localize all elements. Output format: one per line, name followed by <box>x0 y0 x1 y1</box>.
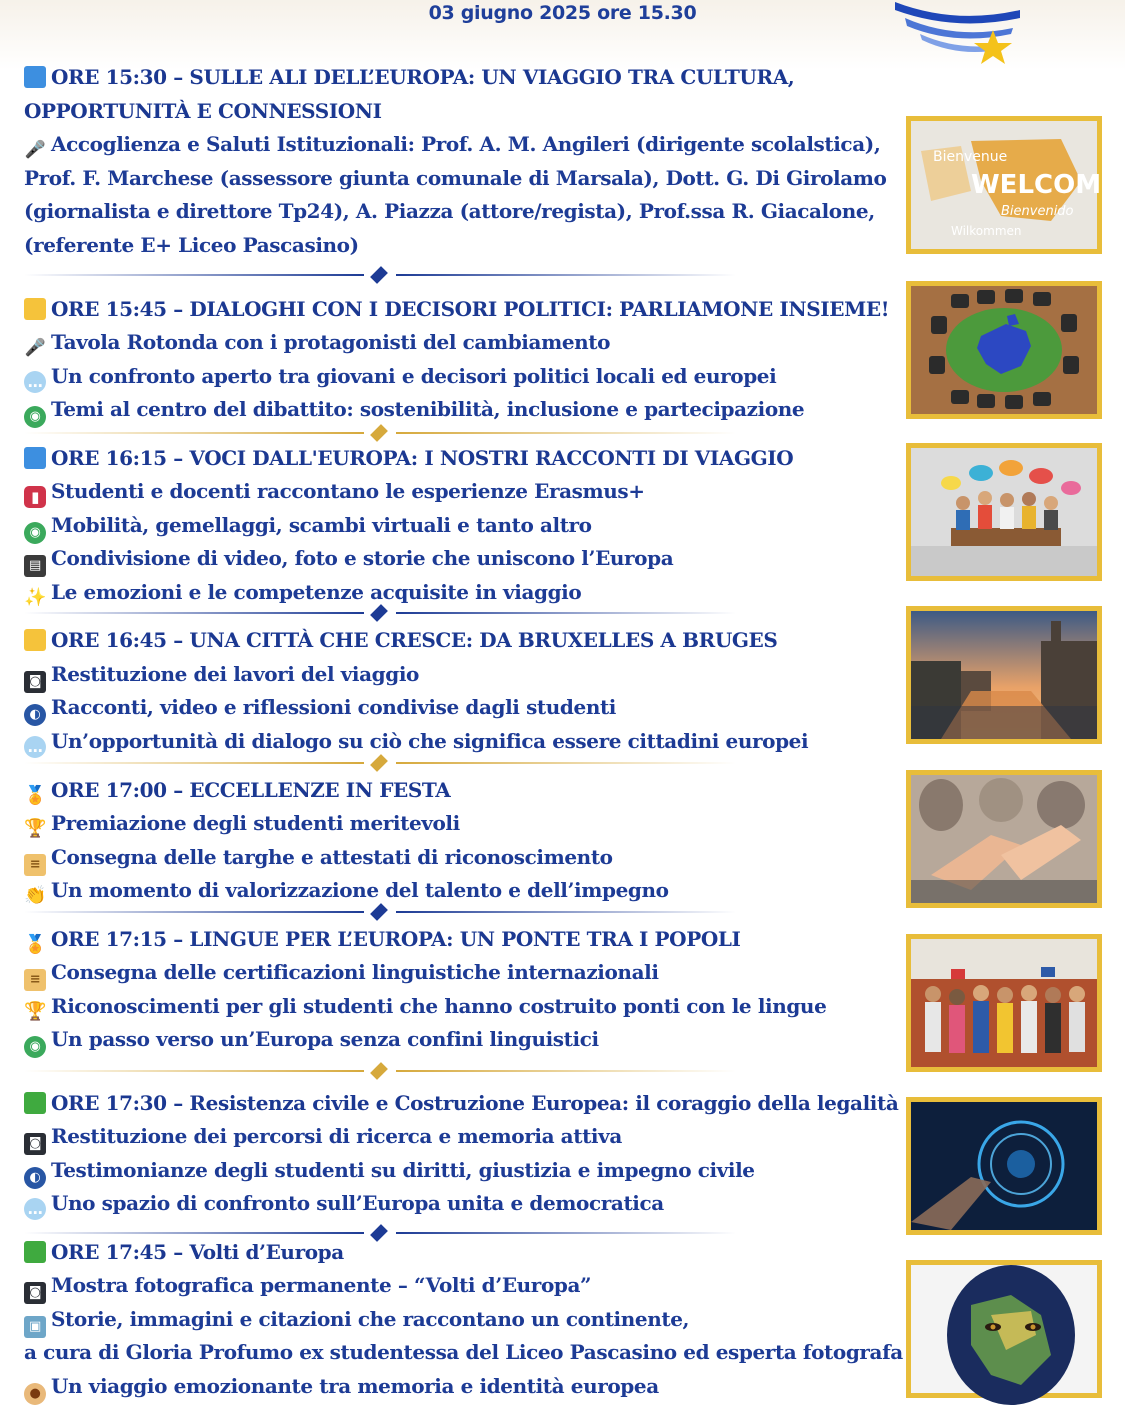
agenda-item: Un passo verso un’Europa senza confini linguistici <box>51 1027 599 1051</box>
students-talking-photo <box>906 443 1102 581</box>
section-divider <box>24 606 736 620</box>
section-title: ORE 17:15 – LINGUE PER L’EUROPA: UN PONTE TRA I POPOLI <box>51 927 741 951</box>
agenda-item: Mostra fotografica permanente – “Volti d’Europa” <box>51 1273 592 1297</box>
green-square-icon <box>24 1092 46 1114</box>
agenda-item: (referente E+ Liceo Pascasino) <box>24 233 359 257</box>
agenda-item: Testimonianze degli studenti su diritti, giustizia e impegno civile <box>51 1158 755 1182</box>
section-title: ORE 17:00 – ECCELLENZE IN FESTA <box>51 778 451 802</box>
agenda-item: Un momento di valorizzazione del talento e dell’impegno <box>51 878 669 902</box>
backpack-icon: ▮ <box>24 486 46 508</box>
speech-bubble-icon: … <box>24 1198 46 1220</box>
agenda-item: Prof. F. Marchese (assessore giunta comunale di Marsala), Dott. G. Di Girolamo <box>24 166 887 190</box>
clapping-hands-icon: 👏 <box>24 885 47 906</box>
palette-icon: ● <box>24 1383 46 1405</box>
camera-icon: ◙ <box>24 1282 46 1304</box>
agenda-item: Accoglienza e Saluti Istituzionali: Prof. A. M. Angileri (dirigente scolalstica), <box>51 132 881 156</box>
section-divider <box>24 426 736 440</box>
globe-icon: ◉ <box>24 522 46 544</box>
welcome-word: Bienvenue <box>933 149 1008 165</box>
blue-square-icon <box>24 66 46 88</box>
round-table-europe-photo <box>906 281 1102 419</box>
microphone-icon: 🎤 <box>24 338 46 358</box>
yellow-square-icon <box>24 629 46 651</box>
clapperboard-icon: ▤ <box>24 555 46 577</box>
section-title: ORE 17:30 – Resistenza civile e Costruzione Europea: il coraggio della legalità <box>51 1091 899 1115</box>
section-divider <box>24 268 736 282</box>
welcome-words-photo <box>906 116 1119 254</box>
agenda-item: Condivisione di video, foto e storie che uniscono l’Europa <box>51 546 674 570</box>
blue-square-icon <box>24 447 46 469</box>
section-divider <box>24 1064 736 1078</box>
sparkles-icon: ✨ <box>24 587 47 608</box>
section-divider <box>24 905 736 919</box>
speech-bubble-icon: … <box>24 736 46 758</box>
medal-icon: 🏅 <box>24 785 47 806</box>
section-title: ORE 16:15 – VOCI DALL'EUROPA: I NOSTRI RACCONTI DI VIAGGIO <box>51 446 794 470</box>
medal-icon: 🏅 <box>24 934 47 955</box>
agenda-item: Un viaggio emozionante tra memoria e identità europea <box>51 1374 659 1398</box>
section-divider <box>24 756 736 770</box>
scroll-icon: ≡ <box>24 969 46 991</box>
speaking-head-icon: ◐ <box>24 1167 46 1189</box>
agenda-item: a cura di Gloria Profumo ex studentessa del Liceo Pascasino ed esperta fotografa <box>24 1340 903 1364</box>
justice-hologram-photo <box>906 1097 1102 1235</box>
welcome-word: WELCOME <box>971 170 1119 200</box>
agenda-item: Riconoscimenti per gli studenti che hanno costruito ponti con le lingue <box>51 994 827 1018</box>
applause-photo <box>906 770 1102 908</box>
speech-bubble-icon: … <box>24 371 46 393</box>
globe-icon: ◉ <box>24 1036 46 1058</box>
yellow-square-icon <box>24 298 46 320</box>
green-square-icon <box>24 1241 46 1263</box>
agenda-item: Restituzione dei percorsi di ricerca e memoria attiva <box>51 1124 622 1148</box>
agenda-item: Storie, immagini e citazioni che raccontano un continente, <box>51 1307 690 1331</box>
agenda-item: Consegna delle certificazioni linguistiche internazionali <box>51 960 659 984</box>
microphone-icon: 🎤 <box>24 140 46 160</box>
agenda-item: Un confronto aperto tra giovani e decisori politici locali ed europei <box>51 364 777 388</box>
scroll-icon: ≡ <box>24 854 46 876</box>
section-title-continued: OPPORTUNITÀ E CONNESSIONI <box>24 99 382 123</box>
welcome-word: Wilkommen <box>951 224 1022 238</box>
section-title: ORE 15:45 – DIALOGHI CON I DECISORI POLITICI: PARLIAMONE INSIEME! <box>51 297 890 321</box>
agenda-item: Premiazione degli studenti meritevoli <box>51 811 460 835</box>
agenda-item: Tavola Rotonda con i protagonisti del cambiamento <box>51 330 611 354</box>
bruges-canal-photo <box>906 606 1102 744</box>
agenda-item: Studenti e docenti raccontano le esperienze Erasmus+ <box>51 479 645 503</box>
section-title: ORE 16:45 – UNA CITTÀ CHE CRESCE: DA BRUXELLES A BRUGES <box>51 628 778 652</box>
globe-icon: ◉ <box>24 406 46 428</box>
section-title: ORE 15:30 – SULLE ALI DELL’EUROPA: UN VIAGGIO TRA CULTURA, <box>51 65 795 89</box>
agenda-item: Consegna delle targhe e attestati di riconoscimento <box>51 845 613 869</box>
agenda-item: Racconti, video e riflessioni condivise dagli studenti <box>51 695 616 719</box>
camera-icon: ◙ <box>24 1133 46 1155</box>
framed-picture-icon: ▣ <box>24 1316 46 1338</box>
agenda-item: Mobilità, gemellaggi, scambi virtuali e tanto altro <box>51 513 592 537</box>
agenda-item: Restituzione dei lavori del viaggio <box>51 662 419 686</box>
agenda-item: Uno spazio di confronto sull’Europa unita e democratica <box>51 1191 664 1215</box>
speaking-head-icon: ◐ <box>24 704 46 726</box>
trophy-icon: 🏆 <box>24 818 47 839</box>
agenda-item: Temi al centro del dibattito: sostenibilità, inclusione e partecipazione <box>51 397 805 421</box>
welcome-word: Bienvenido <box>1001 204 1074 219</box>
agenda-item: Le emozioni e le competenze acquisite in viaggio <box>51 580 582 604</box>
section-title: ORE 17:45 – Volti d’Europa <box>51 1240 344 1264</box>
europe-face-photo <box>906 1260 1102 1398</box>
camera-icon: ◙ <box>24 671 46 693</box>
students-flags-photo <box>906 934 1102 1072</box>
trophy-icon: 🏆 <box>24 1001 47 1022</box>
event-date: 03 giugno 2025 ore 15.30 <box>428 2 697 24</box>
agenda-item: (giornalista e direttore Tp24), A. Piazza (attore/regista), Prof.ssa R. Giacalone, <box>24 199 875 223</box>
agenda-item: Un’opportunità di dialogo su ciò che significa essere cittadini europei <box>51 729 809 753</box>
